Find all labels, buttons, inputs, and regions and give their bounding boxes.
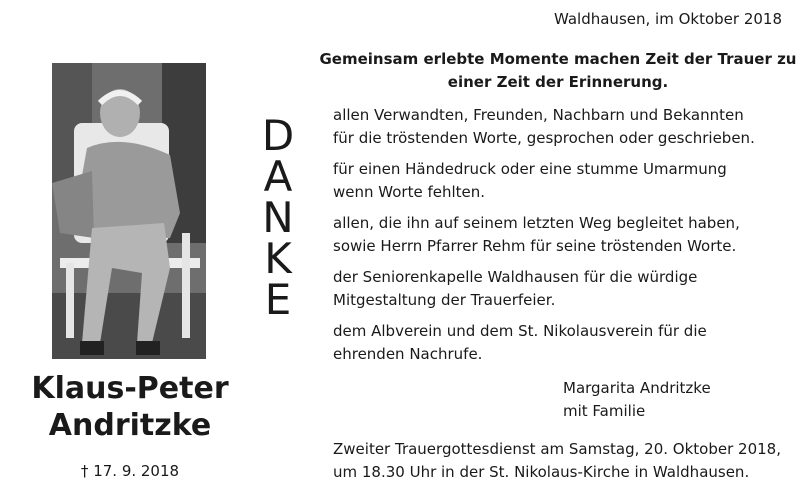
portrait-illustration [52, 63, 206, 359]
thanks-line: ehrenden Nachrufe. [333, 345, 483, 363]
motto-line: einer Zeit der Erinnerung. [447, 73, 669, 91]
danke-heading [248, 111, 308, 324]
place-date: Waldhausen, im Oktober 2018 [553, 10, 782, 28]
signature-family: mit Familie [563, 402, 646, 420]
danke-letter: A [263, 152, 293, 201]
thanks-line: sowie Herrn Pfarrer Rehm für seine tröstenden Worte. [333, 237, 737, 255]
danke-letter: E [264, 275, 292, 324]
thanks-line: der Seniorenkapelle Waldhausen für die würdige [333, 268, 698, 286]
thanks-paragraph [333, 212, 793, 258]
signature-name: Margarita Andritzke [563, 379, 711, 397]
danke-letter: N [262, 193, 294, 242]
signature [563, 377, 711, 423]
thanks-line: Mitgestaltung der Trauerfeier. [333, 291, 556, 309]
portrait-photo [52, 63, 206, 359]
motto [316, 48, 800, 94]
first-name: Klaus-Peter [31, 371, 229, 406]
service-line: um 18.30 Uhr in der St. Nikolaus-Kirche in Waldhausen. [333, 463, 750, 481]
thanks-list [333, 104, 793, 374]
thanks-line: dem Albverein und dem St. Nikolausverein für die [333, 322, 707, 340]
deceased-name [10, 370, 250, 444]
thanks-line: allen, die ihn auf seinem letzten Weg begleitet haben, [333, 214, 740, 232]
service-line: Zweiter Trauergottesdienst am Samstag, 20. Oktober 2018, [333, 440, 781, 458]
memorial-service [333, 438, 781, 484]
thanks-line: wenn Worte fehlten. [333, 183, 486, 201]
death-date: † 17. 9. 2018 [80, 462, 180, 480]
thanks-line: für die tröstenden Worte, gesprochen oder geschrieben. [333, 129, 755, 147]
danke-letter: D [261, 111, 295, 160]
thanks-paragraph [333, 266, 793, 312]
thanks-paragraph [333, 158, 793, 204]
thanks-line: für einen Händedruck oder eine stumme Umarmung [333, 160, 727, 178]
danke-letter: K [264, 234, 292, 283]
motto-line: Gemeinsam erlebte Momente machen Zeit der Trauer zu [319, 50, 797, 68]
last-name: Andritzke [48, 408, 212, 443]
thanks-paragraph [333, 104, 793, 150]
thanks-paragraph [333, 320, 793, 366]
thanks-line: allen Verwandten, Freunden, Nachbarn und Bekannten [333, 106, 744, 124]
